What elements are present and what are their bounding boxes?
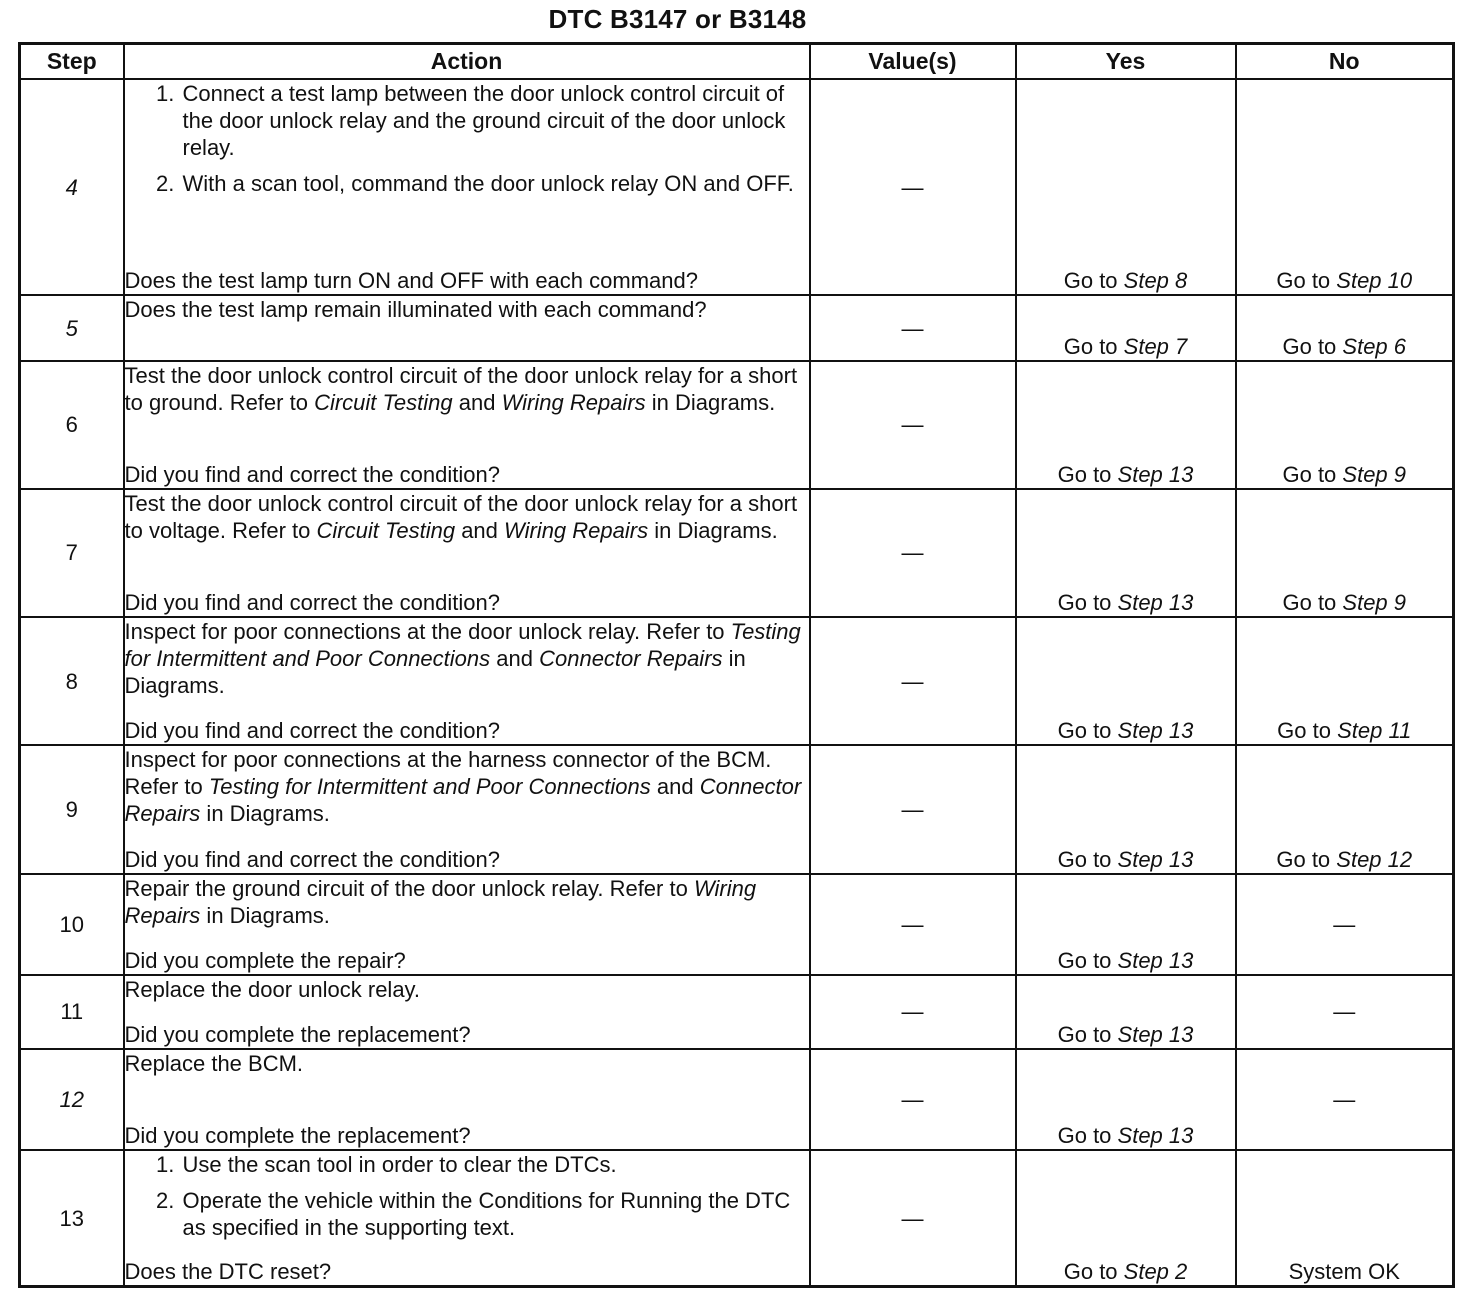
- text-run: in Diagrams.: [200, 801, 330, 827]
- yes-step-link: Step 13: [1117, 1123, 1194, 1149]
- value-dash: —: [901, 1205, 924, 1231]
- table-row: [20, 874, 1454, 975]
- step-number: 12: [20, 1049, 124, 1150]
- header-values: Value(s): [810, 44, 1016, 80]
- no-cell: [1236, 874, 1454, 975]
- text-run: in Diagrams.: [124, 646, 746, 699]
- goto-prefix: Go to: [1282, 590, 1343, 616]
- goto-prefix: Go to: [1057, 461, 1118, 487]
- action-cell: [124, 975, 810, 1049]
- action-text: Replace the door unlock relay.: [124, 976, 421, 1002]
- action-cell: [124, 617, 810, 745]
- value-cell: [810, 361, 1016, 489]
- text-run: in Diagrams.: [648, 517, 778, 543]
- yes-step-link: Step 8: [1123, 268, 1188, 294]
- step-number: 4: [20, 79, 124, 295]
- no-step-link: Step 11: [1337, 718, 1412, 744]
- value-dash: —: [901, 911, 924, 937]
- value-dash: —: [901, 668, 924, 694]
- text-run: Repair the ground circuit of the door unlock relay. Refer to: [124, 875, 694, 901]
- page-title: DTC B3147 or B3148: [548, 4, 807, 34]
- action-question: Did you find and correct the condition?: [124, 718, 500, 744]
- text-run: and: [455, 517, 505, 543]
- table-row: [20, 295, 1454, 360]
- no-cell: [1236, 745, 1454, 873]
- action-question: Did you complete the repair?: [124, 947, 406, 973]
- value-cell: [810, 617, 1016, 745]
- goto-prefix: Go to: [1063, 268, 1124, 294]
- value-cell: [810, 745, 1016, 873]
- text-run: in Diagrams.: [200, 902, 330, 928]
- action-cell: [124, 295, 810, 360]
- table-row: [20, 79, 1454, 295]
- no-cell: [1236, 79, 1454, 295]
- action-cell: [124, 745, 810, 873]
- step-number: 9: [20, 745, 124, 873]
- value-cell: [810, 1049, 1016, 1150]
- value-dash: —: [1333, 1087, 1356, 1112]
- goto-prefix: Go to: [1057, 846, 1118, 872]
- table-row: [20, 745, 1454, 873]
- action-question: Did you complete the replacement?: [124, 1021, 471, 1047]
- no-step-link: Step 9: [1342, 590, 1407, 616]
- table-row: [20, 975, 1454, 1049]
- yes-step-link: Step 13: [1117, 461, 1194, 487]
- action-cell: [124, 79, 810, 295]
- reference-link: Connector Repairs: [539, 646, 723, 672]
- value-dash: —: [901, 999, 924, 1025]
- yes-cell: [1016, 975, 1236, 1049]
- no-cell: [1236, 975, 1454, 1049]
- value-dash: —: [901, 412, 924, 438]
- action-question: Does the test lamp turn ON and OFF with each command?: [124, 268, 698, 294]
- text-run: and: [650, 774, 700, 800]
- yes-step-link: Step 13: [1117, 1021, 1194, 1047]
- goto-prefix: Go to: [1063, 333, 1124, 359]
- value-dash: —: [901, 540, 924, 566]
- goto-prefix: Go to: [1057, 1123, 1118, 1149]
- yes-cell: [1016, 361, 1236, 489]
- yes-step-link: Step 13: [1117, 590, 1194, 616]
- goto-prefix: Go to: [1276, 268, 1337, 294]
- header-yes: Yes: [1016, 44, 1236, 80]
- value-cell: [810, 79, 1016, 295]
- no-cell: [1236, 1049, 1454, 1150]
- header-no: No: [1236, 44, 1454, 80]
- action-question: Did you find and correct the condition?: [124, 846, 500, 872]
- value-dash: —: [901, 174, 924, 200]
- reference-link: Connector Repairs: [124, 774, 802, 827]
- reference-link: Testing for Intermittent and Poor Connections: [208, 774, 651, 800]
- action-question: Did you find and correct the condition?: [124, 461, 500, 487]
- yes-cell: [1016, 295, 1236, 360]
- yes-step-link: Step 2: [1123, 1259, 1188, 1284]
- no-cell: [1236, 295, 1454, 360]
- yes-step-link: Step 7: [1123, 333, 1188, 359]
- action-question: Did you find and correct the condition?: [124, 590, 500, 616]
- action-text: [125, 362, 809, 416]
- reference-link: Circuit Testing: [314, 389, 453, 415]
- no-step-link: Step 6: [1342, 333, 1407, 359]
- value-cell: [810, 489, 1016, 617]
- goto-prefix: Go to: [1057, 718, 1118, 744]
- reference-link: Circuit Testing: [316, 517, 456, 543]
- yes-cell: [1016, 79, 1236, 295]
- action-question: Does the test lamp remain illuminated with each command?: [124, 297, 707, 323]
- header-step: Step: [20, 44, 124, 80]
- table-row: [20, 361, 1454, 489]
- table-row: [20, 489, 1454, 617]
- goto-prefix: Go to: [1282, 333, 1343, 359]
- goto-prefix: Go to: [1277, 718, 1338, 744]
- action-cell: [124, 489, 810, 617]
- action-question: Does the DTC reset?: [124, 1259, 332, 1284]
- no-cell: [1236, 617, 1454, 745]
- step-number: 11: [20, 975, 124, 1049]
- action-text: [125, 618, 809, 699]
- step-number: 8: [20, 617, 124, 745]
- action-cell: [124, 1150, 810, 1286]
- text-run: Test the door unlock control circuit of the door unlock relay for a short to voltage. Refer to: [124, 490, 798, 543]
- yes-step-link: Step 13: [1117, 947, 1194, 973]
- value-dash: —: [901, 315, 924, 341]
- goto-prefix: Go to: [1276, 846, 1337, 872]
- value-dash: —: [901, 1087, 924, 1112]
- action-cell: [124, 361, 810, 489]
- reference-link: Wiring Repairs: [504, 517, 649, 543]
- yes-cell: [1016, 1150, 1236, 1286]
- text-run: in Diagrams.: [645, 389, 776, 415]
- list-item: 2. Operate the vehicle within the Conditions for Running the DTC as specified in the supporting text.: [181, 1187, 809, 1241]
- value-dash: —: [901, 796, 924, 822]
- step-number: 10: [20, 874, 124, 975]
- value-cell: [810, 874, 1016, 975]
- text-run: and: [490, 646, 540, 672]
- yes-cell: [1016, 745, 1236, 873]
- header-row: [20, 44, 1454, 80]
- value-cell: [810, 295, 1016, 360]
- no-cell: [1236, 1150, 1454, 1286]
- list-item: 2. With a scan tool, command the door unlock relay ON and OFF.: [181, 170, 809, 197]
- header-action: Action: [124, 44, 810, 80]
- text-run: and: [452, 389, 502, 415]
- goto-prefix: Go to: [1057, 947, 1118, 973]
- step-number: 7: [20, 489, 124, 617]
- text-run: Inspect for poor connections at the harness connector of the BCM. Refer to: [124, 747, 772, 800]
- yes-cell: [1016, 617, 1236, 745]
- yes-step-link: Step 13: [1117, 846, 1194, 872]
- list-item: 1. Connect a test lamp between the door unlock control circuit of the door unlock relay and the ground circuit of the door unlock relay.: [181, 80, 809, 161]
- list-item: 1. Use the scan tool in order to clear the DTCs.: [181, 1151, 809, 1178]
- no-step-link: Step 9: [1342, 461, 1407, 487]
- action-text: [125, 490, 809, 544]
- goto-prefix: Go to: [1057, 590, 1118, 616]
- table-row: [20, 617, 1454, 745]
- no-step-link: Step 12: [1336, 846, 1413, 872]
- text-run: Test the door unlock control circuit of the door unlock relay for a short to ground. Refer to: [124, 362, 798, 415]
- table-row: [20, 1150, 1454, 1286]
- yes-cell: [1016, 1049, 1236, 1150]
- action-step-list: [125, 1151, 809, 1250]
- no-step-link: Step 10: [1336, 268, 1413, 294]
- action-text: [125, 875, 809, 929]
- value-dash: —: [1333, 999, 1356, 1025]
- step-number: 13: [20, 1150, 124, 1286]
- action-cell: [124, 1049, 810, 1150]
- goto-prefix: Go to: [1282, 461, 1343, 487]
- goto-prefix: Go to: [1063, 1259, 1124, 1284]
- value-cell: [810, 975, 1016, 1049]
- step-number: 5: [20, 295, 124, 360]
- action-step-list: [125, 80, 809, 206]
- step-number: 6: [20, 361, 124, 489]
- no-cell: [1236, 361, 1454, 489]
- yes-cell: [1016, 874, 1236, 975]
- system-ok-text: System OK: [1288, 1259, 1400, 1284]
- diagnostic-table: [18, 42, 1455, 1288]
- reference-link: Wiring Repairs: [124, 875, 757, 928]
- table-row: [20, 1049, 1454, 1150]
- yes-cell: [1016, 489, 1236, 617]
- action-cell: [124, 874, 810, 975]
- reference-link: Testing for Intermittent and Poor Connections: [124, 619, 801, 672]
- action-text: Replace the BCM.: [124, 1050, 304, 1076]
- reference-link: Wiring Repairs: [501, 389, 646, 415]
- yes-step-link: Step 13: [1117, 718, 1194, 744]
- goto-prefix: Go to: [1057, 1021, 1118, 1047]
- value-dash: —: [1333, 911, 1356, 937]
- no-cell: [1236, 489, 1454, 617]
- value-cell: [810, 1150, 1016, 1286]
- action-text: [125, 746, 809, 827]
- text-run: Inspect for poor connections at the door unlock relay. Refer to: [124, 619, 731, 645]
- action-question: Did you complete the replacement?: [124, 1123, 471, 1149]
